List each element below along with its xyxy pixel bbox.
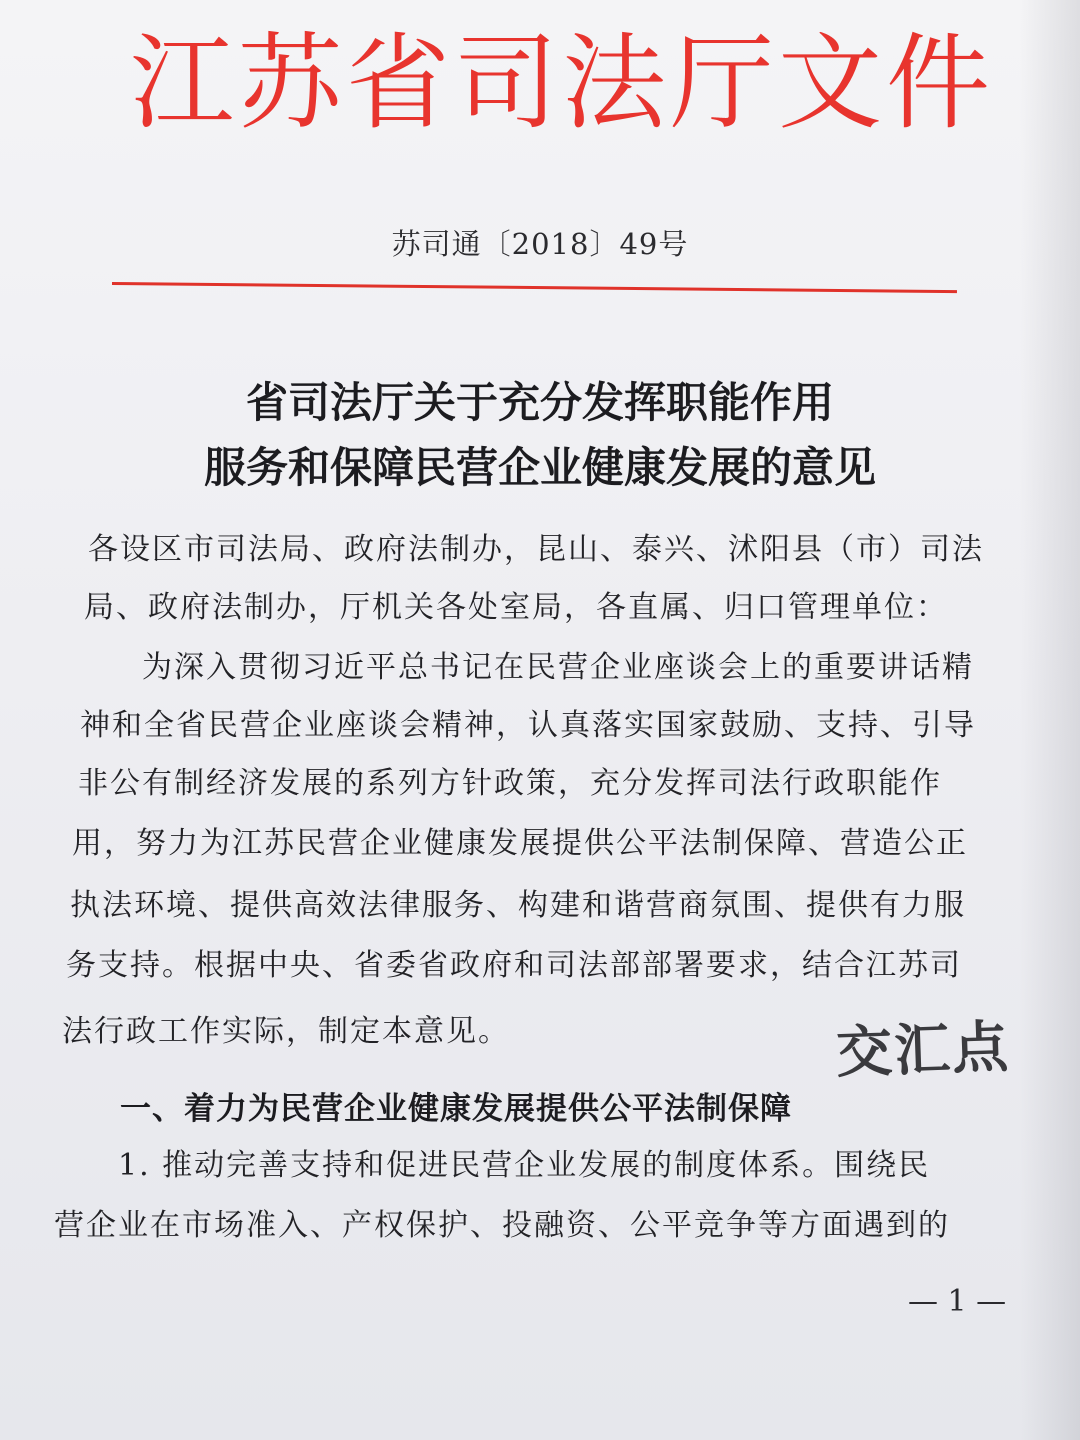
body-paragraph-line: 非公有制经济发展的系列方针政策，充分发挥司法行政职能作 xyxy=(78,766,942,801)
document-number: 苏司通〔2018〕49号 xyxy=(391,227,689,261)
item-paragraph-line: 营企业在市场准入、产权保护、投融资、公平竞争等方面遇到的 xyxy=(54,1208,950,1243)
body-paragraph-line: 用，努力为江苏民营企业健康发展提供公平法制保障、营造公正 xyxy=(72,826,968,861)
body-paragraph-line: 神和全省民营企业座谈会精神，认真落实国家鼓励、支持、引导 xyxy=(80,708,976,743)
body-paragraph-line: 为深入贯彻习近平总书记在民营企业座谈会上的重要讲话精 xyxy=(142,650,974,685)
salutation-line: 局、政府法制办，厅机关各处室局，各直属、归口管理单位： xyxy=(84,590,948,625)
body-paragraph-line: 法行政工作实际，制定本意见。 xyxy=(62,1014,510,1049)
page-edge-shadow xyxy=(1020,0,1080,1440)
section-heading: 一、着力为民营企业健康发展提供公平法制保障 xyxy=(120,1091,792,1127)
title-line-1: 省司法厅关于充分发挥职能作用 xyxy=(245,378,834,427)
salutation-line: 各设区市司法局、政府法制办，昆山、泰兴、沭阳县（市）司法 xyxy=(88,532,984,567)
body-paragraph-line: 执法环境、提供高效法律服务、构建和谐营商氛围、提供有力服 xyxy=(70,888,966,923)
item-paragraph-line: 1. 推动完善支持和促进民营企业发展的制度体系。围绕民 xyxy=(118,1148,931,1183)
title-line-2: 服务和保障民营企业健康发展的意见 xyxy=(203,443,876,492)
body-paragraph-line: 务支持。根据中央、省委省政府和司法部部署要求，结合江苏司 xyxy=(66,948,962,983)
document-title xyxy=(100,370,980,500)
page-number: — 1 — xyxy=(908,1284,1007,1319)
issuing-authority-header: 江苏省司法厅文件 xyxy=(130,22,995,144)
red-separator-line xyxy=(112,282,957,293)
jiaohuidian-watermark: 交汇点 xyxy=(835,1014,1012,1087)
